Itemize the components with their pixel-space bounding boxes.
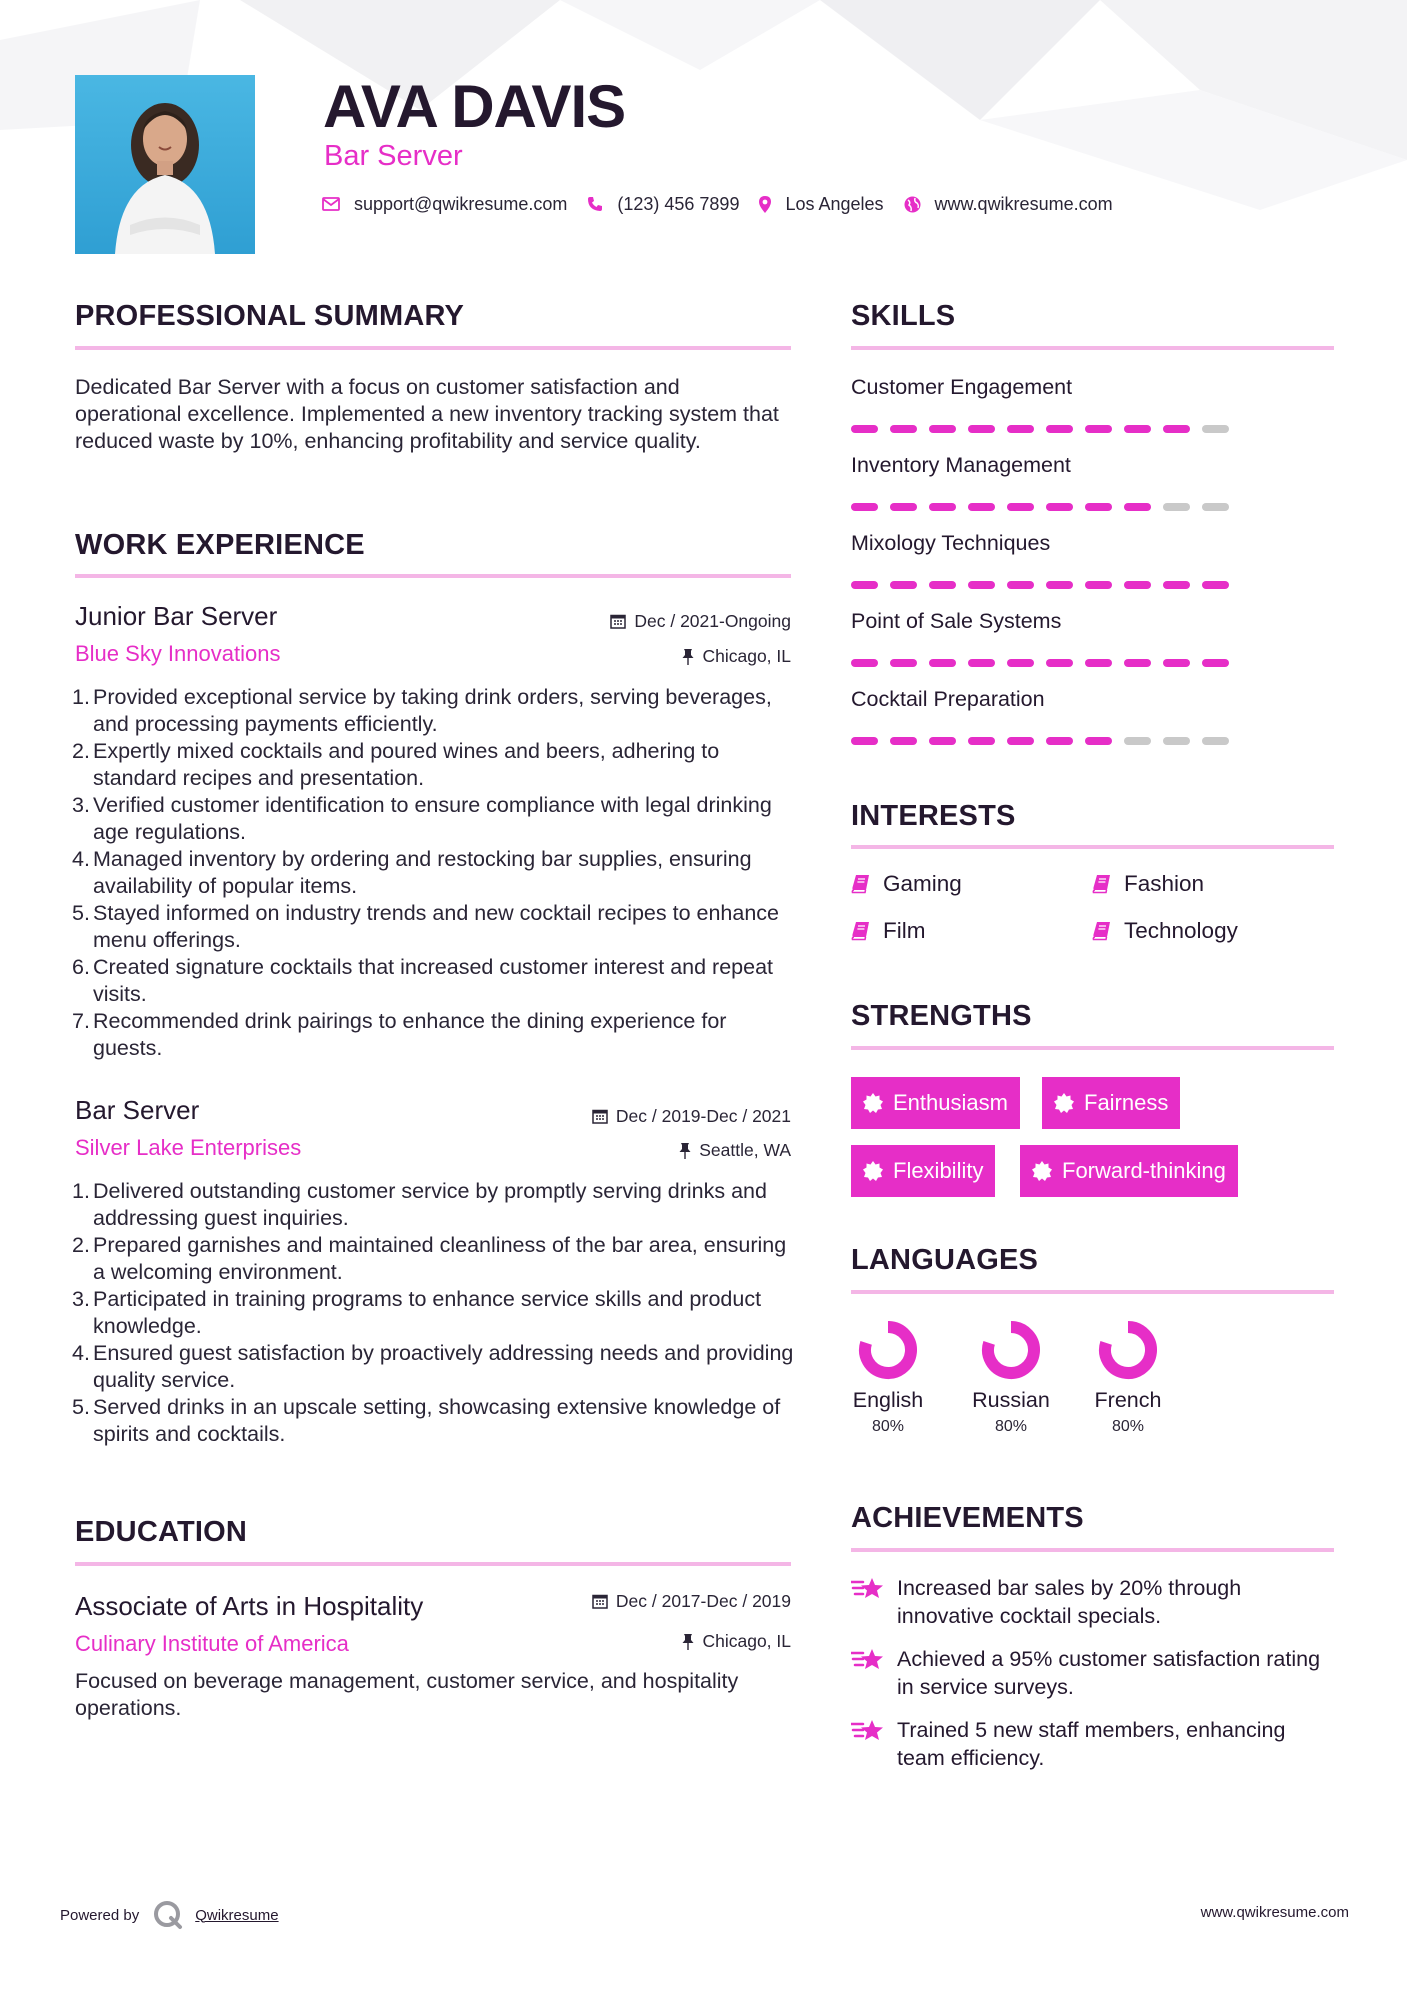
skill-label: Mixology Techniques	[851, 531, 1051, 555]
education-location: Chicago, IL	[682, 1630, 791, 1652]
skill-segment-filled	[851, 425, 878, 433]
skill-segment-filled	[1124, 659, 1151, 667]
footer-website[interactable]: www.qwikresume.com	[1200, 1904, 1349, 1921]
languages-heading: LANGUAGES	[851, 1244, 1039, 1276]
skill-label: Point of Sale Systems	[851, 609, 1062, 633]
achievement-item: Increased bar sales by 20% through innovative cocktail specials.	[851, 1574, 1334, 1630]
skill-segment-filled	[1046, 659, 1073, 667]
skill-bar	[851, 659, 1241, 667]
skill-segment-filled	[1163, 425, 1190, 433]
book-icon	[1092, 921, 1112, 941]
job-bullets	[72, 684, 795, 1062]
strengths-heading: STRENGTHS	[851, 1000, 1032, 1032]
skill-segment-filled	[890, 659, 917, 667]
company-name: Blue Sky Innovations	[75, 641, 281, 666]
skill-segment-filled	[968, 503, 995, 511]
skill-segment-filled	[890, 503, 917, 511]
contact-website[interactable]	[904, 192, 1113, 216]
list-item: 1. Provided exceptional service by taking drink orders, serving beverages, and processing payments efficiently.	[72, 685, 772, 736]
language-ring-arc	[988, 1327, 1034, 1373]
summary-divider	[75, 346, 791, 350]
skill-segment-filled	[968, 737, 995, 745]
contact-phone[interactable]	[587, 192, 739, 216]
contact-email[interactable]	[322, 192, 567, 216]
book-icon	[851, 921, 871, 941]
skill-segment-filled	[1124, 503, 1151, 511]
calendar-icon	[592, 1593, 608, 1609]
skill-segment-filled	[929, 425, 956, 433]
skill-segment-filled	[1085, 737, 1112, 745]
skill-segment-filled	[968, 425, 995, 433]
phone-text: (123) 456 7899	[617, 194, 740, 214]
skill-segment-filled	[929, 737, 956, 745]
interest-item: Gaming	[851, 870, 962, 898]
candidate-role: Bar Server	[324, 140, 463, 172]
education-divider	[75, 1562, 791, 1566]
skill-segment-empty	[1202, 503, 1229, 511]
skill-segment-filled	[1007, 503, 1034, 511]
list-item: 2. Prepared garnishes and maintained cleanliness of the bar area, ensuring a welcoming environment.	[72, 1233, 787, 1284]
pushpin-icon	[682, 1633, 694, 1650]
language-item: French 80%	[1078, 1318, 1178, 1438]
skill-segment-filled	[1046, 503, 1073, 511]
strength-chip: Fairness	[1042, 1077, 1180, 1129]
job-title: Junior Bar Server	[75, 601, 278, 631]
job-location: Seattle, WA	[679, 1139, 791, 1161]
skill-segment-filled	[1007, 659, 1034, 667]
skill-segment-filled	[890, 581, 917, 589]
profile-photo	[75, 75, 255, 254]
envelope-icon	[322, 197, 340, 211]
skill-segment-empty	[1163, 503, 1190, 511]
skill-segment-filled	[851, 659, 878, 667]
footer-powered-by: Powered by Qwikresume	[60, 1900, 279, 1930]
education-heading: EDUCATION	[75, 1516, 248, 1548]
skill-bar	[851, 503, 1241, 511]
skill-segment-empty	[1124, 737, 1151, 745]
contact-location	[759, 192, 883, 216]
badge-icon	[1054, 1093, 1074, 1113]
pushpin-icon	[679, 1142, 691, 1159]
strengths-divider	[851, 1046, 1334, 1050]
skill-segment-filled	[1202, 659, 1229, 667]
interests-divider	[851, 845, 1334, 849]
achievement-item: Trained 5 new staff members, enhancing team efficiency.	[851, 1716, 1334, 1772]
shooting-star-icon	[851, 1645, 885, 1675]
qwikresume-logo-icon	[153, 1900, 183, 1930]
skill-segment-filled	[890, 737, 917, 745]
interest-item: Technology	[1092, 917, 1238, 945]
interests-heading: INTERESTS	[851, 800, 1016, 832]
list-item: 3. Verified customer identification to ensure compliance with legal drinking age regulations.	[72, 793, 772, 844]
language-item: Russian 80%	[961, 1318, 1061, 1438]
job-title: Bar Server	[75, 1095, 200, 1125]
skill-segment-filled	[929, 503, 956, 511]
location-text: Los Angeles	[785, 194, 884, 214]
map-pin-icon	[759, 196, 771, 213]
list-item: 5. Served drinks in an upscale setting, showcasing extensive knowledge of spirits and cocktails.	[72, 1395, 781, 1446]
skill-segment-filled	[1124, 581, 1151, 589]
badge-icon	[863, 1093, 883, 1113]
skill-label: Customer Engagement	[851, 375, 1073, 399]
skill-segment-filled	[1085, 425, 1112, 433]
skill-bar	[851, 425, 1241, 433]
skill-segment-filled	[968, 659, 995, 667]
achievements-divider	[851, 1548, 1334, 1552]
skill-segment-filled	[1202, 581, 1229, 589]
strength-chip: Enthusiasm	[851, 1077, 1020, 1129]
skill-label: Inventory Management	[851, 453, 1071, 477]
language-ring-arc	[865, 1327, 911, 1373]
website-text: www.qwikresume.com	[934, 194, 1113, 214]
skill-segment-filled	[890, 425, 917, 433]
education-date: Dec / 2017-Dec / 2019	[592, 1590, 791, 1612]
badge-icon	[863, 1161, 883, 1181]
list-item: 4. Ensured guest satisfaction by proactively addressing needs and providing quality service.	[72, 1341, 794, 1392]
calendar-icon	[592, 1108, 608, 1124]
skill-segment-filled	[1046, 425, 1073, 433]
skill-segment-filled	[968, 581, 995, 589]
experience-divider	[75, 574, 791, 578]
list-item: 2. Expertly mixed cocktails and poured wines and beers, adhering to standard recipes and presentation.	[72, 739, 720, 790]
list-item: 3. Participated in training programs to enhance service skills and product knowledge.	[72, 1287, 762, 1338]
contact-bar	[322, 192, 1133, 216]
strength-chip: Forward-thinking	[1020, 1145, 1238, 1197]
skills-heading: SKILLS	[851, 300, 956, 332]
email-text: support@qwikresume.com	[354, 194, 568, 214]
list-item: 5. Stayed informed on industry trends and new cocktail recipes to enhance menu offerings.	[72, 901, 780, 952]
job-date: Dec / 2021-Ongoing	[610, 610, 791, 632]
skill-label: Cocktail Preparation	[851, 687, 1045, 711]
skill-segment-empty	[1163, 737, 1190, 745]
school-name: Culinary Institute of America	[75, 1631, 349, 1656]
strength-chip: Flexibility	[851, 1145, 995, 1197]
degree-title: Associate of Arts in Hospitality	[75, 1591, 424, 1621]
shooting-star-icon	[851, 1716, 885, 1746]
company-name: Silver Lake Enterprises	[75, 1135, 302, 1160]
skill-segment-filled	[1085, 659, 1112, 667]
language-ring	[856, 1318, 920, 1382]
list-item: 7. Recommended drink pairings to enhance the dining experience for guests.	[72, 1009, 727, 1060]
achievements-heading: ACHIEVEMENTS	[851, 1502, 1084, 1534]
skill-segment-empty	[1202, 425, 1229, 433]
skill-segment-filled	[851, 737, 878, 745]
list-item: 4. Managed inventory by ordering and restocking bar supplies, ensuring availability of popular items.	[72, 847, 752, 898]
shooting-star-icon	[851, 1574, 885, 1604]
language-ring	[1096, 1318, 1160, 1382]
job-location: Chicago, IL	[682, 645, 791, 667]
skills-divider	[851, 346, 1334, 350]
skill-segment-filled	[1085, 503, 1112, 511]
job-bullets	[72, 1178, 795, 1448]
summary-heading: PROFESSIONAL SUMMARY	[75, 300, 465, 332]
skill-segment-empty	[1202, 737, 1229, 745]
calendar-icon	[610, 613, 626, 629]
phone-icon	[587, 196, 603, 212]
skill-segment-filled	[929, 659, 956, 667]
achievement-item: Achieved a 95% customer satisfaction rating in service surveys.	[851, 1645, 1334, 1701]
interest-item: Film	[851, 917, 925, 945]
badge-icon	[1032, 1161, 1052, 1181]
skill-segment-filled	[1163, 581, 1190, 589]
list-item: 6. Created signature cocktails that increased customer interest and repeat visits.	[72, 955, 774, 1006]
globe-icon	[904, 196, 921, 213]
skill-segment-filled	[1085, 581, 1112, 589]
experience-heading: WORK EXPERIENCE	[75, 529, 365, 561]
skill-segment-filled	[1163, 659, 1190, 667]
skill-segment-filled	[851, 581, 878, 589]
pushpin-icon	[682, 648, 694, 665]
skill-segment-filled	[1046, 737, 1073, 745]
language-ring	[979, 1318, 1043, 1382]
candidate-name: AVA DAVIS	[323, 73, 626, 140]
languages-divider	[851, 1290, 1334, 1294]
language-ring-arc	[1105, 1327, 1151, 1373]
skill-segment-filled	[1007, 737, 1034, 745]
skill-segment-filled	[1007, 581, 1034, 589]
skill-bar	[851, 737, 1241, 745]
skill-segment-filled	[1124, 425, 1151, 433]
education-description: Focused on beverage management, customer service, and hospitality operations.	[75, 1669, 739, 1720]
skill-segment-filled	[929, 581, 956, 589]
list-item: 1. Delivered outstanding customer service by promptly serving drinks and addressing guest inquiries.	[72, 1179, 767, 1230]
book-icon	[1092, 874, 1112, 894]
interest-item: Fashion	[1092, 870, 1204, 898]
skill-segment-filled	[1007, 425, 1034, 433]
job-date: Dec / 2019-Dec / 2021	[592, 1105, 791, 1127]
skill-bar	[851, 581, 1241, 589]
language-item: English 80%	[838, 1318, 938, 1438]
qwikresume-link[interactable]: Qwikresume	[195, 1906, 279, 1924]
book-icon	[851, 874, 871, 894]
summary-text: Dedicated Bar Server with a focus on customer satisfaction and operational excellence. Implemented a new inventory tracking system that reduced waste by 10%, enhancing profitability and service quality.	[75, 375, 779, 453]
skill-segment-filled	[851, 503, 878, 511]
skill-segment-filled	[1046, 581, 1073, 589]
